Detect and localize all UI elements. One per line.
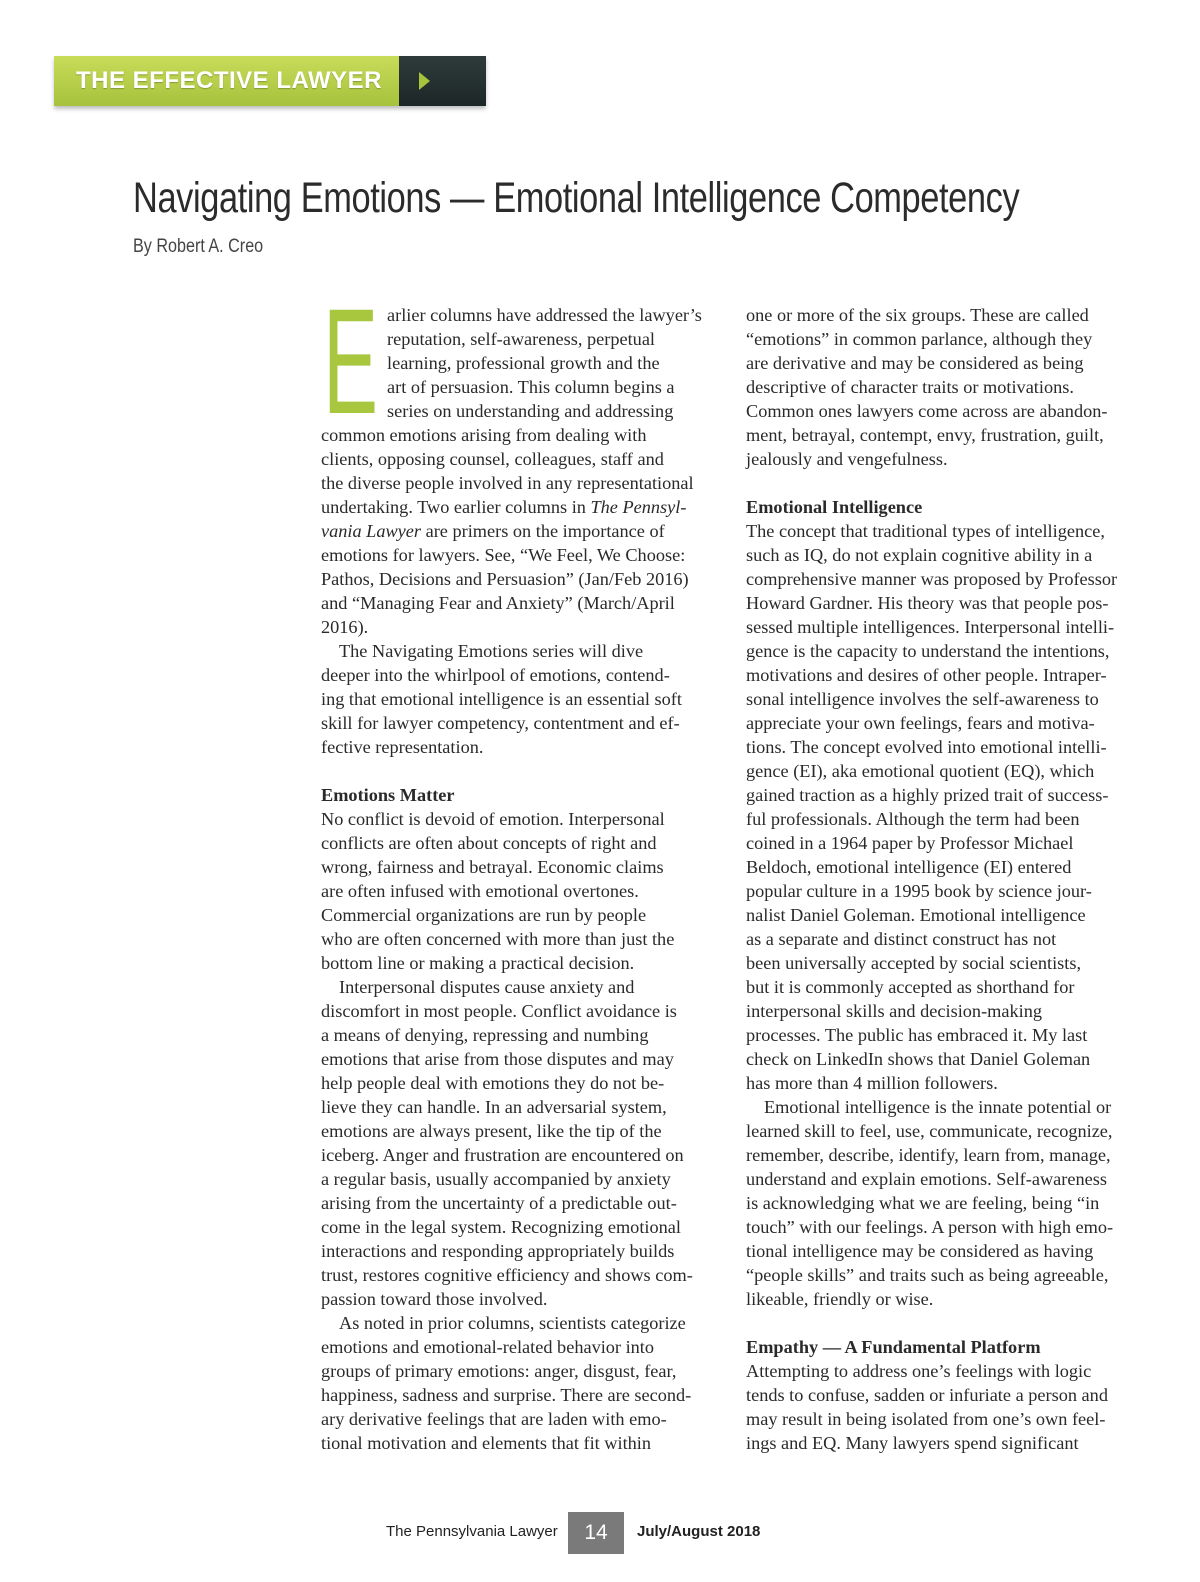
article-byline: By Robert A. Creo: [133, 236, 264, 257]
text-line: “people skills” and traits such as being agreeable,: [746, 1265, 1109, 1285]
left-column: [321, 303, 713, 1455]
text-line: conflicts are often about concepts of right and: [321, 833, 657, 853]
text-line: gence is the capacity to understand the intentions,: [746, 641, 1110, 661]
text-line: happiness, sadness and surprise. There are second-: [321, 1385, 692, 1405]
section-banner-label-area: [54, 56, 399, 106]
text-line: jealously and vengefulness.: [746, 449, 948, 469]
text-line: Interpersonal disputes cause anxiety and: [339, 977, 635, 997]
text-line: groups of primary emotions: anger, disgust, fear,: [321, 1361, 677, 1381]
text-line: As noted in prior columns, scientists categorize: [339, 1313, 686, 1333]
text-line: check on LinkedIn shows that Daniel Goleman: [746, 1049, 1091, 1069]
paragraph-gap: [746, 1311, 1146, 1335]
text-line: skill for lawyer competency, contentment and ef-: [321, 713, 680, 733]
text-line: coined in a 1964 paper by Professor Michael: [746, 833, 1074, 853]
text-line: art of persuasion. This column begins a: [387, 377, 675, 397]
text-line: Pathos, Decisions and Persuasion” (Jan/Feb 2016): [321, 569, 689, 589]
text-line: [321, 519, 713, 543]
section-heading-emotions-matter: Emotions Matter: [321, 785, 455, 805]
text-line: No conflict is devoid of emotion. Interpersonal: [321, 809, 665, 829]
text-fragment: undertaking. Two earlier columns in: [321, 497, 591, 517]
text-line: reputation, self-awareness, perpetual: [387, 329, 656, 349]
text-line: appreciate your own feelings, fears and motiva-: [746, 713, 1095, 733]
text-line: one or more of the six groups. These are called: [746, 305, 1089, 325]
publication-name-italic: vania Lawyer: [321, 521, 422, 541]
text-line: help people deal with emotions they do not be-: [321, 1073, 665, 1093]
text-line: Beldoch, emotional intelligence (EI) entered: [746, 857, 1072, 877]
right-column: [746, 303, 1146, 1455]
section-banner: [54, 56, 486, 106]
text-line: wrong, fairness and betrayal. Economic claims: [321, 857, 664, 877]
text-fragment: are primers on the importance of: [421, 521, 665, 541]
text-line: discomfort in most people. Conflict avoidance is: [321, 1001, 677, 1021]
text-line: ings and EQ. Many lawyers spend significant: [746, 1433, 1079, 1453]
text-line: learned skill to feel, use, communicate, recognize,: [746, 1121, 1113, 1141]
text-line: learning, professional growth and the: [387, 353, 660, 373]
text-line: sonal intelligence involves the self-awareness to: [746, 689, 1099, 709]
text-line: the diverse people involved in any representational: [321, 473, 694, 493]
text-line: Commercial organizations are run by people: [321, 905, 647, 925]
text-line: ment, betrayal, contempt, envy, frustration, guilt,: [746, 425, 1104, 445]
text-line: clients, opposing counsel, colleagues, staff and: [321, 449, 664, 469]
text-line: iceberg. Anger and frustration are encountered on: [321, 1145, 684, 1165]
footer-issue-date: July/August 2018: [637, 1523, 761, 1540]
text-line: The concept that traditional types of intelligence,: [746, 521, 1105, 541]
text-line: tional intelligence may be considered as having: [746, 1241, 1094, 1261]
drop-cap: E: [323, 302, 379, 420]
text-line: emotions for lawyers. See, “We Feel, We Choose:: [321, 545, 686, 565]
text-line: touch” with our feelings. A person with high emo-: [746, 1217, 1114, 1237]
text-line: deeper into the whirlpool of emotions, contend-: [321, 665, 670, 685]
text-line: descriptive of character traits or motivations.: [746, 377, 1074, 397]
text-line: but it is commonly accepted as shorthand for: [746, 977, 1075, 997]
publication-name-italic: The Pennsyl-: [590, 497, 687, 517]
text-line: The Navigating Emotions series will dive: [339, 641, 644, 661]
section-heading-emotional-intelligence: Emotional Intelligence: [746, 497, 923, 517]
text-line: is acknowledging what we are feeling, being “in: [746, 1193, 1100, 1213]
text-line: as a separate and distinct construct has not: [746, 929, 1057, 949]
text-line: tends to confuse, sadden or infuriate a person and: [746, 1385, 1108, 1405]
text-line: passion toward those involved.: [321, 1289, 548, 1309]
text-line: motivations and desires of other people. Intraper-: [746, 665, 1107, 685]
text-line: remember, describe, identify, learn from, manage,: [746, 1145, 1111, 1165]
text-line: lieve they can handle. In an adversarial system,: [321, 1097, 667, 1117]
text-line: are often infused with emotional overtones.: [321, 881, 639, 901]
text-line: tions. The concept evolved into emotional intelli-: [746, 737, 1107, 757]
article-title: Navigating Emotions — Emotional Intelligence Competency: [133, 174, 1020, 222]
page-number: 14: [568, 1512, 624, 1554]
text-line: ary derivative feelings that are laden with emo-: [321, 1409, 667, 1429]
text-line: arlier columns have addressed the lawyer’s: [387, 305, 702, 325]
text-line: such as IQ, do not explain cognitive ability in a: [746, 545, 1093, 565]
right-triangle-icon: [419, 72, 430, 90]
text-line: comprehensive manner was proposed by Professor: [746, 569, 1118, 589]
text-line: gained traction as a highly prized trait of success-: [746, 785, 1109, 805]
text-line: Common ones lawyers come across are abandon-: [746, 401, 1108, 421]
text-line: interpersonal skills and decision-making: [746, 1001, 1042, 1021]
text-line: emotions that arise from those disputes and may: [321, 1049, 674, 1069]
text-line: bottom line or making a practical decision.: [321, 953, 635, 973]
text-line: a regular basis, usually accompanied by anxiety: [321, 1169, 671, 1189]
text-line: “emotions” in common parlance, although they: [746, 329, 1093, 349]
text-line: who are often concerned with more than just the: [321, 929, 675, 949]
text-line: are derivative and may be considered as being: [746, 353, 1084, 373]
section-banner-arrow-area: [399, 56, 486, 106]
page-footer: [0, 1512, 1200, 1552]
text-line: processes. The public has embraced it. My last: [746, 1025, 1088, 1045]
text-line: 2016).: [321, 617, 369, 637]
paragraph-gap: [746, 471, 1146, 495]
text-line: has more than 4 million followers.: [746, 1073, 998, 1093]
text-line: understand and explain emotions. Self-awareness: [746, 1169, 1107, 1189]
text-line: Howard Gardner. His theory was that people pos-: [746, 593, 1109, 613]
section-label: THE EFFECTIVE LAWYER: [76, 67, 383, 94]
text-line: emotions and emotional-related behavior into: [321, 1337, 655, 1357]
text-line: may result in being isolated from one’s own feel-: [746, 1409, 1106, 1429]
text-line: Emotional intelligence is the innate potential or: [764, 1097, 1112, 1117]
text-line: ful professionals. Although the term had been: [746, 809, 1080, 829]
text-line: nalist Daniel Goleman. Emotional intelligence: [746, 905, 1086, 925]
text-line: ing that emotional intelligence is an essential soft: [321, 689, 682, 709]
text-line: [321, 495, 713, 519]
text-line: series on understanding and addressing: [387, 401, 674, 421]
text-line: arising from the uncertainty of a predictable out-: [321, 1193, 677, 1213]
paragraph-gap: [321, 759, 713, 783]
text-line: likeable, friendly or wise.: [746, 1289, 934, 1309]
text-line: a means of denying, repressing and numbing: [321, 1025, 649, 1045]
text-line: common emotions arising from dealing with: [321, 425, 647, 445]
text-line: been universally accepted by social scientists,: [746, 953, 1082, 973]
text-line: and “Managing Fear and Anxiety” (March/April: [321, 593, 675, 613]
text-line: gence (EI), aka emotional quotient (EQ), which: [746, 761, 1095, 781]
text-line: popular culture in a 1995 book by science jour-: [746, 881, 1092, 901]
text-line: come in the legal system. Recognizing emotional: [321, 1217, 681, 1237]
text-line: trust, restores cognitive efficiency and shows com-: [321, 1265, 693, 1285]
text-line: fective representation.: [321, 737, 484, 757]
footer-publication: The Pennsylvania Lawyer: [386, 1523, 558, 1540]
text-line: sessed multiple intelligences. Interpersonal intelli-: [746, 617, 1115, 637]
text-line: interactions and responding appropriately builds: [321, 1241, 675, 1261]
text-line: tional motivation and elements that fit within: [321, 1433, 652, 1453]
text-line: emotions are always present, like the tip of the: [321, 1121, 662, 1141]
text-line: Attempting to address one’s feelings with logic: [746, 1361, 1092, 1381]
section-heading-empathy: Empathy — A Fundamental Platform: [746, 1337, 1041, 1357]
